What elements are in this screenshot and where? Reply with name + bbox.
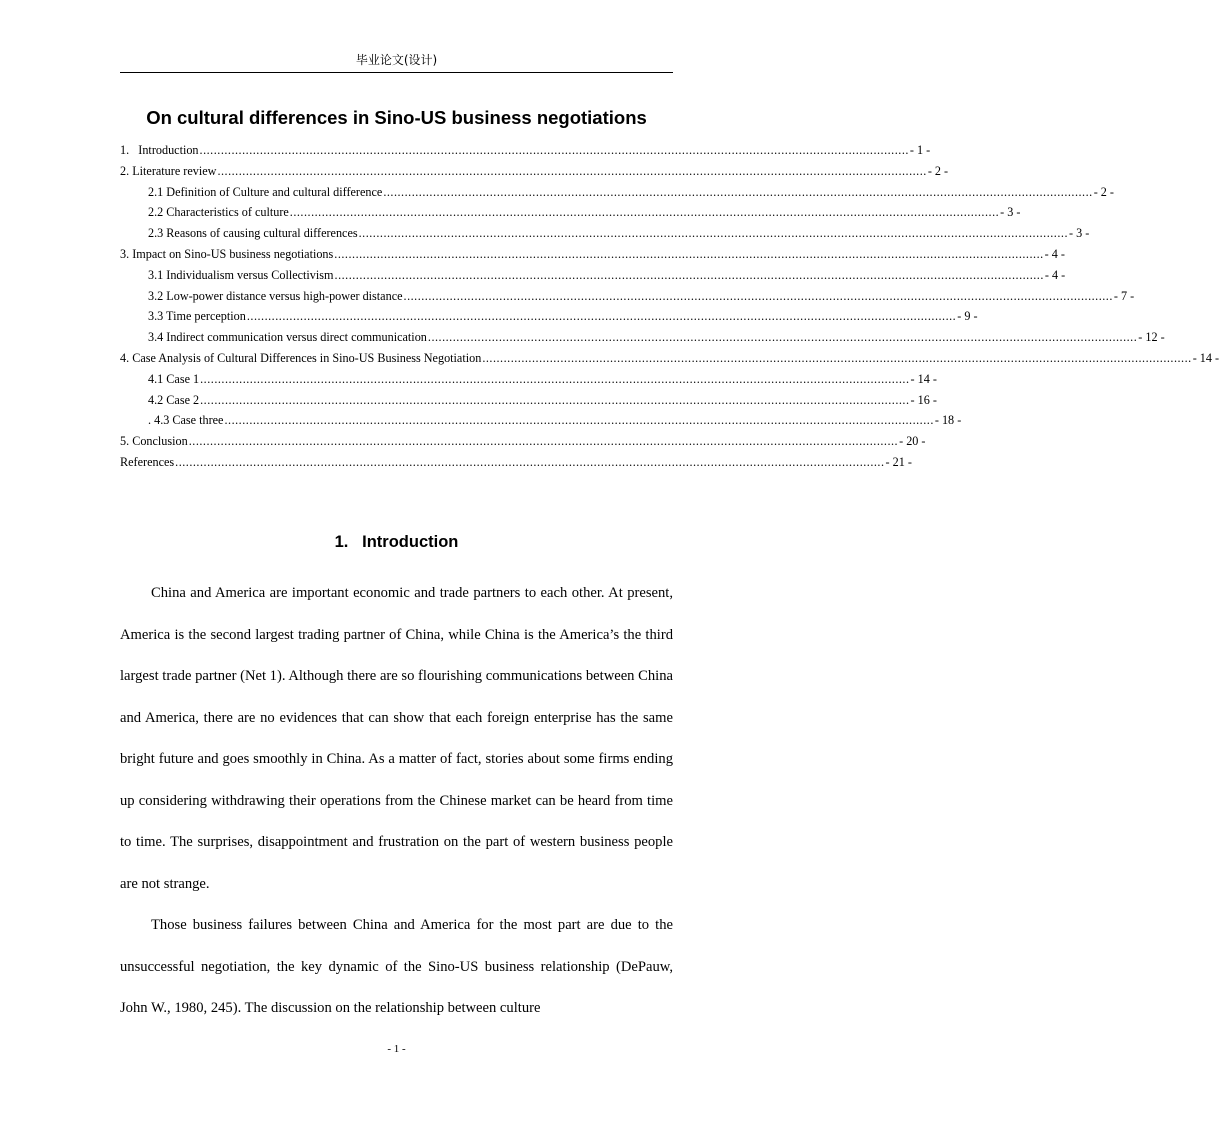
table-of-contents (120, 140, 1219, 473)
toc-entry-title: 3.2 Low-power distance versus high-power distance (148, 288, 403, 303)
toc-leader-dots: ........................................................................................................................................................................................................ (289, 205, 1000, 220)
toc-leader-dots: ........................................................................................................................................................................................................ (246, 309, 957, 324)
toc-entry-title: . 4.3 Case three (148, 413, 224, 428)
page-header: 毕业论文(设计) (120, 52, 673, 73)
toc-entry-page: - 7 - (1113, 288, 1135, 303)
toc-entry-page: - 18 - (934, 413, 962, 428)
toc-entry-page: - 21 - (885, 454, 912, 469)
toc-entry[interactable] (120, 202, 1021, 223)
toc-leader-dots: ........................................................................................................................................................................................................ (200, 371, 910, 386)
toc-entry-page: - 1 - (909, 143, 931, 157)
toc-entry-title: 3. Impact on Sino-US business negotiations (120, 246, 334, 261)
toc-leader-dots: ........................................................................................................................................................................................................ (188, 434, 899, 449)
toc-leader-dots: ........................................................................................................................................................................................................ (427, 330, 1138, 345)
toc-entry[interactable] (120, 390, 937, 411)
toc-entry-page: - 3 - (1068, 226, 1090, 241)
toc-entry[interactable] (120, 410, 962, 431)
toc-entry-title: 2.1 Definition of Culture and cultural difference (148, 184, 383, 199)
toc-entry-title: 4.2 Case 2 (148, 392, 200, 407)
section-heading: 1. Introduction (334, 533, 459, 551)
page-number: - 1 - (387, 1043, 406, 1055)
toc-entry-title: 2.2 Characteristics of culture (148, 205, 289, 220)
toc-entry[interactable] (120, 223, 1090, 244)
toc-entry-page: - 9 - (957, 309, 978, 324)
toc-entry-title: References (120, 454, 175, 469)
toc-entry[interactable] (120, 452, 912, 473)
toc-entry[interactable] (120, 306, 978, 327)
toc-leader-dots: ........................................................................................................................................................................................................ (358, 226, 1068, 241)
body-text (120, 573, 673, 1030)
toc-leader-dots: ........................................................................................................................................................................................................ (403, 288, 1113, 303)
toc-leader-dots: ........................................................................................................................................................................................................ (482, 350, 1192, 365)
toc-leader-dots: ........................................................................................................................................................................................................ (200, 392, 910, 407)
toc-entry-page: - 16 - (910, 392, 937, 407)
toc-entry-title: 3.1 Individualism versus Collectivism (148, 267, 334, 282)
toc-entry-title: 2.3 Reasons of causing cultural differences (148, 226, 358, 241)
toc-entry-page: - 12 - (1138, 330, 1165, 345)
toc-leader-dots: ........................................................................................................................................................................................................ (224, 413, 934, 428)
toc-entry-title: 2. Literature review (120, 163, 217, 178)
toc-entry-title: 1. Introduction (120, 143, 199, 157)
toc-leader-dots: ........................................................................................................................................................................................................ (175, 454, 885, 469)
toc-leader-dots: ........................................................................................................................................................................................................ (334, 246, 1044, 261)
toc-leader-dots: ........................................................................................................................................................................................................ (383, 184, 1093, 199)
toc-entry-page: - 4 - (1044, 246, 1065, 261)
toc-entry-page: - 14 - (1192, 350, 1219, 365)
toc-entry-title: 4. Case Analysis of Cultural Differences in Sino-US Business Negotiation (120, 350, 482, 365)
toc-entry[interactable] (120, 244, 1065, 265)
toc-entry-page: - 4 - (1044, 267, 1066, 282)
toc-entry[interactable] (120, 286, 1135, 307)
toc-entry-title: 5. Conclusion (120, 434, 188, 449)
toc-entry[interactable] (120, 182, 1114, 203)
toc-entry[interactable] (120, 327, 1165, 348)
toc-entry[interactable] (120, 431, 926, 452)
toc-entry-page: - 3 - (1000, 205, 1021, 220)
toc-entry[interactable] (120, 369, 937, 390)
toc-leader-dots: ........................................................................................................................................................................................................ (334, 267, 1044, 282)
toc-entry[interactable] (120, 161, 949, 182)
toc-entry[interactable] (120, 140, 931, 161)
paragraph: China and America are important economic and trade partners to each other. At present, America is the second largest trading partner of China, while China is the America’s the third largest trade partner (Net 1). Although there are so flourishing communications between China and America, there are no evidences that can show that each foreign enterprise has the same bright future and goes smoothly in China. As a matter of fact, stories about some firms ending up considering withdrawing their operations from the Chinese market can be heard from time to time. The surprises, disappointment and frustration on the part of western business people are not strange. (120, 585, 673, 892)
toc-entry-title: 3.3 Time perception (148, 309, 246, 324)
toc-leader-dots: ........................................................................................................................................................................................................ (199, 143, 909, 157)
toc-entry-title: 4.1 Case 1 (148, 371, 200, 386)
toc-entry-page: - 20 - (899, 434, 926, 449)
toc-entry[interactable] (120, 348, 1219, 369)
toc-entry-page: - 2 - (927, 163, 949, 178)
toc-leader-dots: ........................................................................................................................................................................................................ (217, 163, 927, 178)
toc-entry-title: 3.4 Indirect communication versus direct communication (148, 330, 427, 345)
document-title: On cultural differences in Sino-US business negotiations (146, 107, 647, 128)
paragraph: Those business failures between China and America for the most part are due to the unsuccessful negotiation, the key dynamic of the Sino-US business relationship (DePauw, John W., 1980, 245). The discussion on the relationship between culture (120, 917, 673, 1016)
toc-entry-page: - 2 - (1093, 184, 1114, 199)
toc-entry[interactable] (120, 265, 1066, 286)
toc-entry-page: - 14 - (910, 371, 937, 386)
